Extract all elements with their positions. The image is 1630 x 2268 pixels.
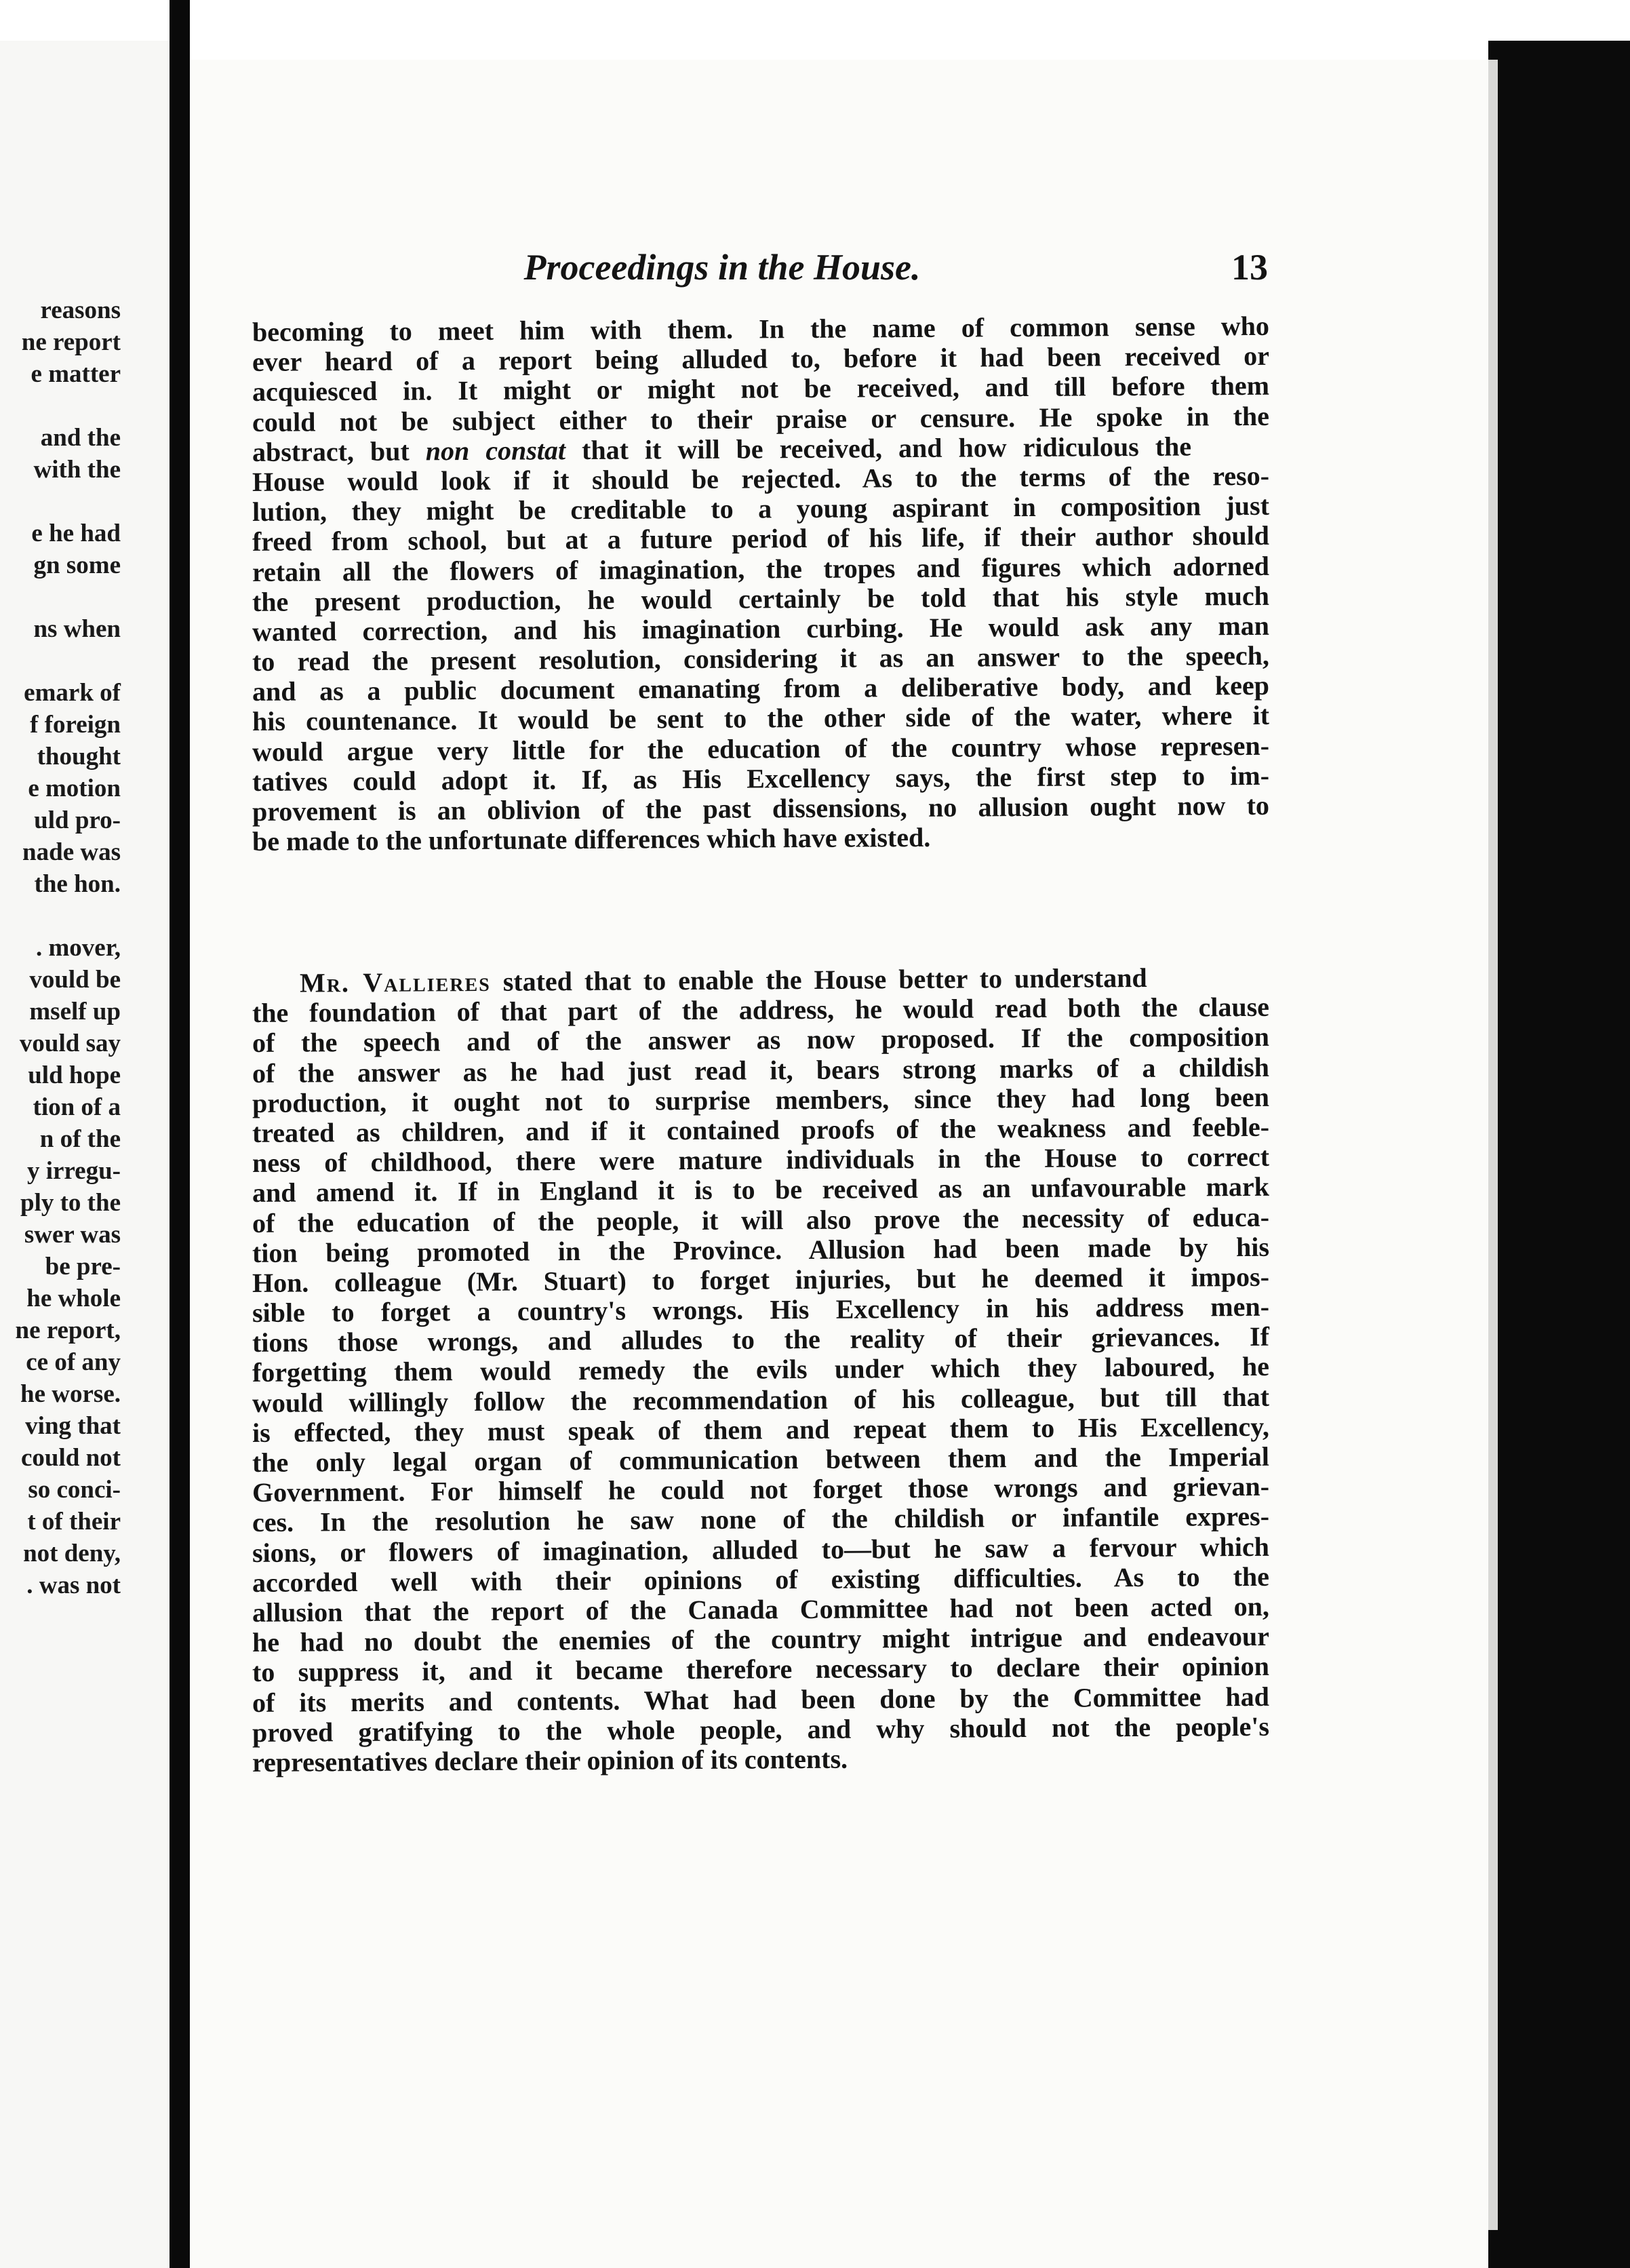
text-line: representatives declare their opinion of its contents. (252, 1743, 848, 1778)
text-line: tion being promoted in the Province. Allusion had been made by his (252, 1231, 1270, 1268)
fragment-line (16, 390, 121, 422)
fragment-line (16, 645, 121, 677)
text-line: accorded well with their opinions of existing difficulties. As to the (252, 1561, 1270, 1598)
fragment-line: ce of any (26, 1348, 121, 1376)
text-line: of the answer as he had just read it, bears strong marks of a childish (252, 1051, 1270, 1089)
text-line: to suppress it, and it became therefore necessary to declare their opinion (252, 1651, 1270, 1688)
text-line: Government. For himself he could not forget those wrongs and grievan- (252, 1471, 1270, 1508)
text-line: becoming to meet him with them. In the name of common sense who (252, 310, 1270, 347)
fragment-line: vould say (19, 1030, 121, 1057)
fragment-line (16, 900, 121, 932)
running-head-title: Proceedings in the House. (523, 247, 921, 288)
text-line: production, it ought not to surprise members, since they had long been (252, 1081, 1270, 1118)
text-line: would willingly follow the recommendation of his colleague, but till that (252, 1381, 1270, 1418)
text-line: forgetting them would remedy the evils under which they laboured, he (252, 1351, 1270, 1388)
fragment-line: with the (33, 456, 121, 484)
text-line: ces. In the resolution he saw none of the childish or infantile expres- (252, 1501, 1270, 1538)
fragment-line: he worse. (20, 1380, 121, 1408)
fragment-line: ving that (25, 1412, 121, 1440)
fragment-line: the hon. (34, 870, 121, 898)
paragraph (252, 310, 1270, 857)
fragment-line: t of their (27, 1508, 121, 1536)
fragment-line: gn some (33, 551, 121, 579)
fragment-line: reasons (40, 296, 121, 324)
fragment-line: . mover, (35, 934, 121, 962)
fragment-line: tion of a (33, 1093, 121, 1121)
fragment-line: swer was (24, 1221, 121, 1249)
text-line: his countenance. It would be sent to the other side of the water, where it (252, 700, 1270, 737)
text-line: ever heard of a report being alluded to, before it had been received or (252, 340, 1270, 378)
fragment-line: e matter (31, 360, 121, 388)
text-line: the present production, he would certainly be told that his style much (252, 580, 1270, 617)
fragment-line: emark of (24, 679, 121, 707)
line-text: that it will be received, and how ridiculous the (565, 431, 1192, 465)
text-line: ness of childhood, there were mature individuals in the House to correct (252, 1141, 1270, 1179)
text-line: tatives could adopt it. If, as His Excellency says, the first step to im- (252, 760, 1270, 797)
fragment-line: uld hope (28, 1061, 121, 1089)
fragment-line (16, 581, 121, 613)
fragment-line: e motion (28, 775, 121, 802)
fragment-line: be pre- (45, 1253, 121, 1280)
latin-phrase: non constat (425, 434, 566, 467)
line-text: stated that to enable the House better to understand (490, 962, 1147, 997)
text-line: of its merits and contents. What had been done by the Committee had (252, 1681, 1270, 1718)
page-number: 13 (1231, 247, 1268, 288)
line-text: abstract, but (252, 435, 426, 467)
fragment-line: he whole (26, 1285, 121, 1312)
fragment-line: nade was (22, 838, 121, 866)
fragment-line: so conci- (28, 1476, 121, 1504)
text-line: be made to the unfortunate differences which have existed. (252, 822, 931, 857)
text-line: Hon. colleague (Mr. Stuart) to forget injuries, but he deemed it impos- (252, 1261, 1270, 1298)
fragment-line (16, 486, 121, 517)
fragment-line: ply to the (20, 1189, 121, 1217)
text-line: sions, or flowers of imagination, alluded to—but he saw a fervour which (252, 1531, 1270, 1568)
page-edge (1488, 60, 1498, 2230)
fragment-line: . was not (26, 1571, 121, 1599)
fragment-line: vould be (29, 966, 121, 994)
fragment-line: thought (37, 743, 121, 770)
text-line: sible to forget a country's wrongs. His Excellency in his address men- (252, 1291, 1270, 1329)
text-line: is effected, they must speak of them and repeat them to His Excellency, (252, 1411, 1270, 1448)
text-line: lution, they might be creditable to a young aspirant in composition just (252, 490, 1270, 528)
paragraph (252, 962, 1270, 1778)
text-line: would argue very little for the education of the country whose represen- (252, 730, 1270, 767)
binding-gutter (170, 0, 190, 2268)
fragment-line: y irregu- (26, 1157, 121, 1185)
text-line: and amend it. If in England it is to be received as an unfavourable mark (252, 1171, 1270, 1209)
fragment-line: not deny, (23, 1540, 121, 1567)
text-line: House would look if it should be rejected. As to the terms of the reso- (252, 460, 1270, 497)
fragment-line: mself up (29, 998, 121, 1025)
text-line: tions those wrongs, and alludes to the reality of their grievances. If (252, 1321, 1270, 1358)
previous-page-text (16, 294, 121, 1601)
text-line: acquiesced in. It might or might not be received, and till before them (252, 370, 1270, 408)
text-line: proved gratifying to the whole people, and why should not the people's (252, 1710, 1270, 1748)
text-line: allusion that the report of the Canada Committee had not been acted on, (252, 1590, 1270, 1628)
fragment-line: n of the (39, 1125, 121, 1153)
fragment-line: ne report (21, 328, 121, 356)
fragment-line: e he had (31, 520, 121, 547)
text-line: provement is an oblivion of the past dissensions, no allusion ought now to (252, 789, 1270, 827)
text-line: retain all the flowers of imagination, the tropes and figures which adorned (252, 550, 1270, 587)
text-line: of the education of the people, it will also prove the necessity of educa- (252, 1201, 1270, 1238)
text-line: freed from school, but at a future period of his life, if their author should (252, 520, 1270, 558)
text-line: he had no doubt the enemies of the country might intrigue and endeavour (252, 1620, 1270, 1658)
scan-border (1488, 41, 1630, 2268)
fragment-line: ns when (33, 615, 121, 643)
text-line: the foundation of that part of the address, he would read both the clause (252, 992, 1270, 1029)
fragment-line: could not (20, 1444, 121, 1472)
fragment-line: uld pro- (34, 806, 121, 834)
text-line: to read the present resolution, considering it as an answer to the speech, (252, 640, 1270, 678)
speaker-name: Mr. Vallieres (299, 966, 491, 998)
previous-page-fragment (0, 41, 170, 2268)
fragment-line: and the (40, 424, 121, 452)
text-line: wanted correction, and his imagination curbing. He would ask any man (252, 610, 1270, 647)
fragment-line: f foreign (30, 711, 121, 739)
text-line: could not be subject either to their praise or censure. He spoke in the (252, 400, 1270, 437)
text-line: of the speech and of the answer as now proposed. If the composition (252, 1021, 1270, 1059)
text-line: treated as children, and if it contained proofs of the weakness and feeble- (252, 1111, 1270, 1148)
text-line: and as a public document emanating from a deliberative body, and keep (252, 670, 1270, 707)
fragment-line: ne report, (15, 1316, 121, 1344)
text-line: the only legal organ of communication between them and the Imperial (252, 1441, 1270, 1478)
